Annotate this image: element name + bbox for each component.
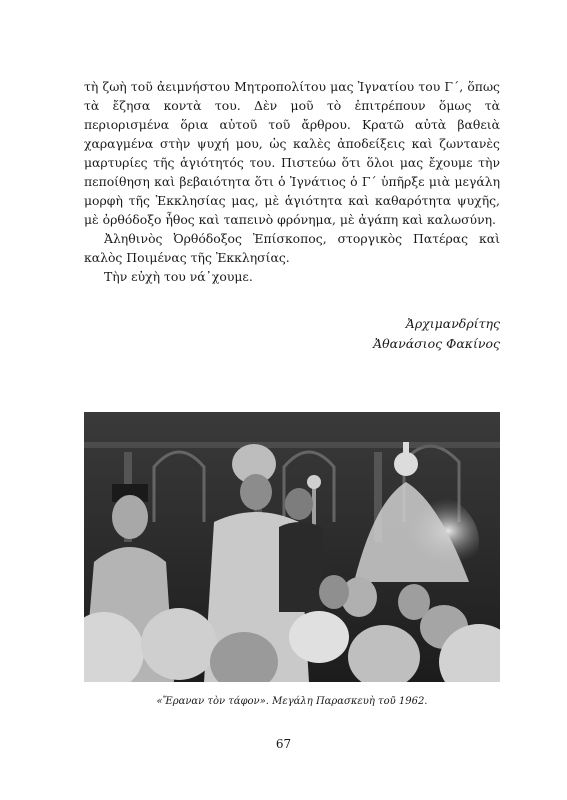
body-text — [84, 77, 500, 286]
paragraph-2: Ἀληθινὸς Ὀρθόδοξος Ἐπίσκοπος, στοργικὸς Πατέρας καὶ καλὸς Ποιμένας τῆς Ἐκκλησίας. — [84, 231, 500, 265]
signature-title: Ἀρχιμανδρίτης — [405, 316, 500, 331]
photograph-image — [84, 412, 500, 682]
page-number: 67 — [275, 737, 292, 751]
paragraph-3: Τὴν εὐχὴ του νά᾽χουμε. — [104, 269, 253, 284]
signature — [373, 314, 500, 354]
historical-photograph — [84, 412, 500, 682]
photo-caption: «Ἔραναν τὸν τάφον». Μεγάλη Παρασκευὴ τοῦ 1962. — [156, 696, 428, 707]
signature-name: Ἀθανάσιος Φακίνος — [373, 336, 500, 351]
paragraph-1: τὴ ζωὴ τοῦ ἀειμνήστου Μητροπολίτου μας Ἰγνατίου του Γ´, ὅπως τὰ ἔζησα κοντὰ του. Δὲν μοῦ τὸ ἐπιτρέπουν ὅμως τὰ περιορισμένα ὅρια αὐτοῦ τοῦ ἄρθρου. Κρατῶ αὐτὰ βαθειὰ χαραγμένα στὴν ψυχή μου, ὡς καλὲς ἀποδείξεις καὶ ζωντανὲς μαρτυρίες τῆς ἁγιότητός του. Πιστεύω ὅτι ὅλοι μας ἔχουμε τὴν πεποίθηση καὶ βεβαιότητα ὅτι ὁ Ἰγνάτιος ὁ Γ´ ὑπῆρξε μιὰ μεγάλη μορφὴ τῆς Ἐκκλησίας μας, μὲ ἁγιότητα καὶ καθαρότητα ψυχῆς, μὲ ὀρθόδοξο ἦθος καὶ ταπεινὸ φρόνημα, μὲ ἀγάπη καὶ καλωσύνη. — [84, 79, 500, 227]
